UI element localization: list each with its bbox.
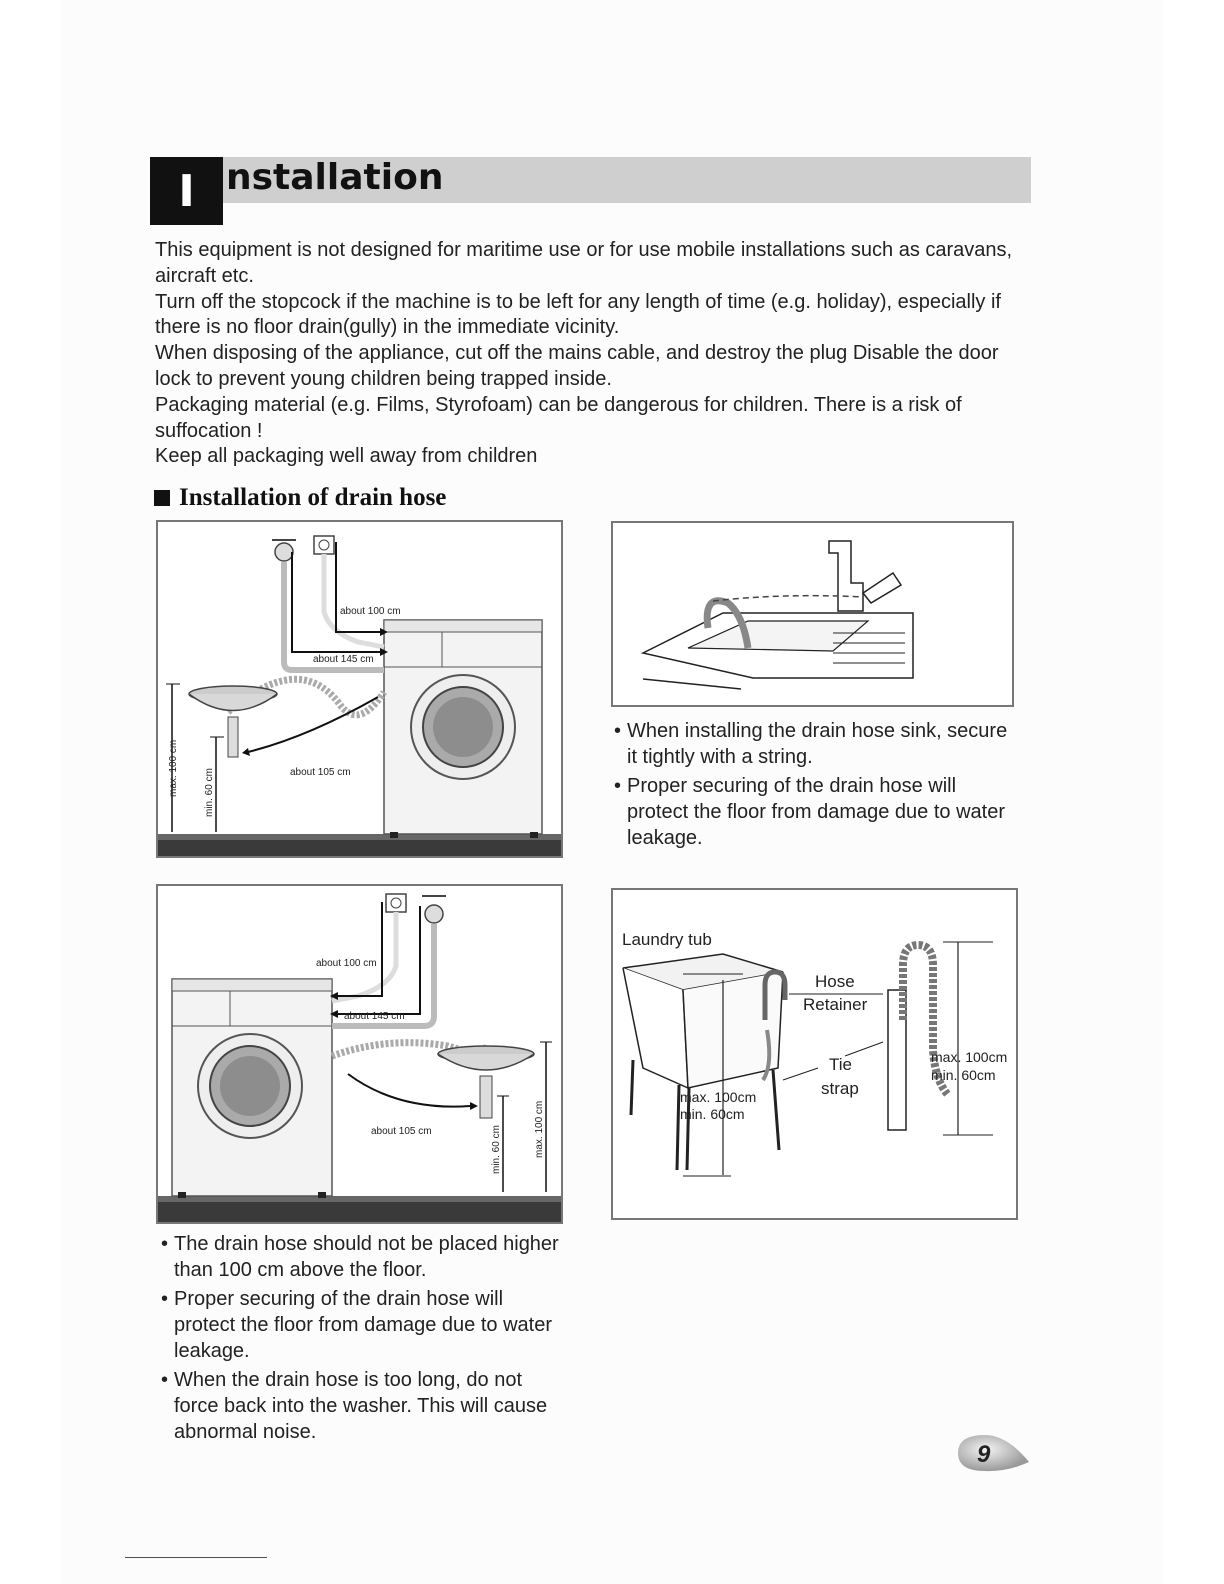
figure3-label-about-105: about 105 cm bbox=[371, 1126, 432, 1137]
title-initial: I bbox=[178, 165, 195, 217]
figure3-label-min: min. 60 cm bbox=[491, 1125, 502, 1174]
figure-drain-sink-right-drawing bbox=[158, 886, 561, 1222]
retainer-label: Retainer bbox=[803, 995, 868, 1014]
figure4-max-right: max. 100cm bbox=[931, 1049, 1008, 1065]
section-heading bbox=[154, 484, 446, 512]
page-number-graphic bbox=[955, 1432, 1030, 1474]
list-item: • When installing the drain hose sink, secure it tightly with a string. bbox=[612, 718, 1012, 770]
bullet-square-icon bbox=[154, 490, 170, 506]
intro-paragraph: Keep all packaging well away from children bbox=[155, 445, 538, 468]
hose-label: Hose bbox=[815, 972, 855, 991]
list-item: • When the drain hose is too long, do not force back into the washer. This will cause abnormal noise. bbox=[159, 1367, 559, 1445]
figure4-min-left: min. 60cm bbox=[680, 1106, 745, 1122]
figure3-label-max: max. 100 cm bbox=[534, 1100, 545, 1158]
strap-label: strap bbox=[821, 1079, 859, 1098]
page-number-badge bbox=[955, 1432, 1030, 1474]
figure-laundry-tub-drawing bbox=[613, 890, 1016, 1218]
figure4-min-right: min. 60cm bbox=[931, 1067, 996, 1083]
intro-paragraph: Packaging material (e.g. Films, Styrofoam) can be dangerous for children. There is a risk of suffocation ! bbox=[155, 393, 962, 442]
page-title: nstallation bbox=[226, 157, 444, 198]
figure3-label-about-100: about 100 cm bbox=[316, 958, 377, 969]
figure1-label-about-100: about 100 cm bbox=[340, 606, 401, 617]
list-item: • Proper securing of the drain hose will protect the floor from damage due to water leakage. bbox=[612, 773, 1012, 851]
intro-paragraph: When disposing of the appliance, cut off the mains cable, and destroy the plug Disable the door lock to prevent young children being trapped inside. bbox=[155, 342, 999, 390]
drain-hose-height-notes bbox=[159, 1231, 559, 1448]
laundry-tub-label: Laundry tub bbox=[622, 930, 712, 949]
figure-laundry-tub bbox=[611, 888, 1018, 1220]
figure-drain-sink-left-drawing bbox=[158, 522, 561, 856]
figure4-max-left: max. 100cm bbox=[680, 1089, 757, 1105]
intro-paragraph: This equipment is not designed for maritime use or for use mobile installations such as caravans, aircraft etc. bbox=[155, 239, 1013, 287]
page-number: 9 bbox=[977, 1441, 991, 1468]
figure1-label-max: max. 100 cm bbox=[168, 739, 179, 797]
tie-label: Tie bbox=[829, 1055, 852, 1074]
figure1-label-about-105: about 105 cm bbox=[290, 767, 351, 778]
drain-hose-sink-notes bbox=[612, 718, 1012, 854]
intro-paragraph: Turn off the stopcock if the machine is to be left for any length of time (e.g. holiday), especially if there is no floor drain(gully) in the immediate vicinity. bbox=[155, 290, 1001, 339]
list-item: • The drain hose should not be placed higher than 100 cm above the floor. bbox=[159, 1231, 559, 1283]
figure-drain-hose-sink-drawing bbox=[613, 523, 1012, 705]
figure3-label-about-145: about 145 cm bbox=[344, 1011, 405, 1022]
footer-link-line bbox=[125, 1557, 267, 1558]
figure1-label-min: min. 60 cm bbox=[204, 768, 215, 817]
figure1-label-about-145: about 145 cm bbox=[313, 654, 374, 665]
intro-text bbox=[155, 238, 1035, 470]
list-item: • Proper securing of the drain hose will protect the floor from damage due to water leakage. bbox=[159, 1286, 559, 1364]
figure-drain-hose-sink bbox=[611, 521, 1014, 707]
section-heading-text: Installation of drain hose bbox=[179, 484, 447, 511]
figure-drain-sink-right bbox=[156, 884, 563, 1224]
figure-drain-sink-left bbox=[156, 520, 563, 858]
